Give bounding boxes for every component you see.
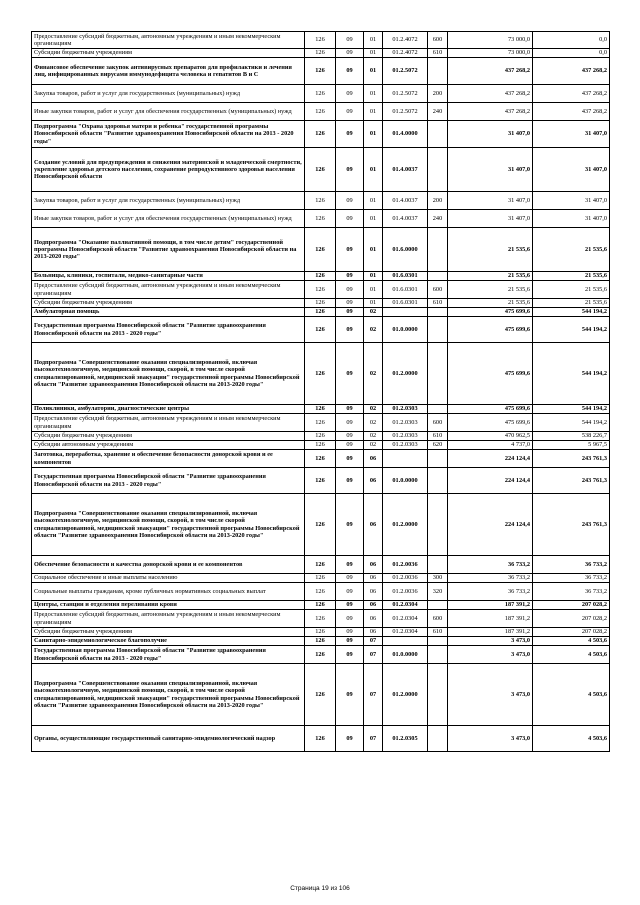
table-row [32, 628, 610, 637]
row-name-cell: Центры, станции и отделения переливания крови [32, 601, 305, 610]
expense-type-cell [428, 405, 448, 414]
subsection-code-cell: 07 [364, 646, 383, 664]
expense-type-cell [428, 556, 448, 574]
target-article-cell: 01.4.0037 [383, 210, 428, 228]
ministry-code-cell: 126 [305, 450, 336, 468]
expense-type-cell: 610 [428, 49, 448, 58]
amount-year2-cell: 243 761,3 [533, 468, 610, 494]
section-code-cell: 09 [336, 405, 364, 414]
amount-year2-cell: 0,0 [533, 32, 610, 49]
expense-type-cell [428, 308, 448, 317]
subsection-code-cell: 02 [364, 405, 383, 414]
section-code-cell: 09 [336, 49, 364, 58]
amount-year2-cell: 544 194,2 [533, 405, 610, 414]
expense-type-cell: 320 [428, 583, 448, 601]
amount-year2-cell: 36 733,2 [533, 556, 610, 574]
target-article-cell: 01.4.0037 [383, 148, 428, 192]
amount-year2-cell: 544 194,2 [533, 343, 610, 405]
ministry-code-cell: 126 [305, 317, 336, 343]
amount-year1-cell: 475 699,6 [448, 414, 533, 432]
section-code-cell: 09 [336, 281, 364, 299]
amount-year2-cell: 31 407,0 [533, 192, 610, 210]
amount-year1-cell: 36 733,2 [448, 583, 533, 601]
section-code-cell: 09 [336, 574, 364, 583]
ministry-code-cell: 126 [305, 148, 336, 192]
ministry-code-cell: 126 [305, 610, 336, 628]
subsection-code-cell: 02 [364, 317, 383, 343]
amount-year1-cell: 36 733,2 [448, 556, 533, 574]
section-code-cell: 09 [336, 494, 364, 556]
amount-year2-cell: 0,0 [533, 49, 610, 58]
target-article-cell [383, 450, 428, 468]
amount-year1-cell: 73 000,0 [448, 49, 533, 58]
subsection-code-cell: 06 [364, 610, 383, 628]
target-article-cell: 01.2.0000 [383, 343, 428, 405]
amount-year2-cell: 538 226,7 [533, 432, 610, 441]
expense-type-cell [428, 664, 448, 726]
table-row [32, 441, 610, 450]
subsection-code-cell: 06 [364, 583, 383, 601]
target-article-cell: 01.2.0304 [383, 610, 428, 628]
subsection-code-cell: 02 [364, 441, 383, 450]
target-article-cell: 01.6.0000 [383, 228, 428, 272]
amount-year2-cell: 4 503,6 [533, 646, 610, 664]
amount-year1-cell: 36 733,2 [448, 574, 533, 583]
ministry-code-cell: 126 [305, 405, 336, 414]
target-article-cell [383, 308, 428, 317]
section-code-cell: 09 [336, 343, 364, 405]
table-row [32, 646, 610, 664]
section-code-cell: 09 [336, 601, 364, 610]
ministry-code-cell: 126 [305, 192, 336, 210]
expense-type-cell: 240 [428, 210, 448, 228]
subsection-code-cell: 02 [364, 308, 383, 317]
ministry-code-cell: 126 [305, 556, 336, 574]
row-name-cell: Больницы, клиники, госпитали, медико-санитарные части [32, 272, 305, 281]
section-code-cell: 09 [336, 450, 364, 468]
section-code-cell: 09 [336, 308, 364, 317]
section-code-cell: 09 [336, 317, 364, 343]
target-article-cell: 01.2.0303 [383, 441, 428, 450]
table-row [32, 556, 610, 574]
amount-year2-cell: 5 967,5 [533, 441, 610, 450]
row-name-cell: Санитарно-эпидемиологическое благополучие [32, 637, 305, 646]
ministry-code-cell: 126 [305, 432, 336, 441]
row-name-cell: Государственная программа Новосибирской области "Развитие здравоохранения Новосибирской области на 2013 - 2020 годы" [32, 468, 305, 494]
table-row [32, 664, 610, 726]
expense-type-cell [428, 272, 448, 281]
amount-year2-cell: 21 535,6 [533, 281, 610, 299]
ministry-code-cell: 126 [305, 726, 336, 752]
row-name-cell: Предоставление субсидий бюджетным, автономным учреждениям и иным некоммерческим организациям [32, 281, 305, 299]
amount-year1-cell: 437 268,2 [448, 58, 533, 85]
expense-type-cell: 240 [428, 103, 448, 121]
subsection-code-cell: 01 [364, 58, 383, 85]
table-row [32, 148, 610, 192]
row-name-cell: Заготовка, переработка, хранение и обеспечение безопасности донорской крови и ее компонентов [32, 450, 305, 468]
table-row [32, 281, 610, 299]
row-name-cell: Субсидии бюджетным учреждениям [32, 299, 305, 308]
row-name-cell: Субсидии автономным учреждениям [32, 441, 305, 450]
table-row [32, 85, 610, 103]
section-code-cell: 09 [336, 726, 364, 752]
table-row [32, 574, 610, 583]
amount-year2-cell: 207 028,2 [533, 610, 610, 628]
subsection-code-cell: 07 [364, 726, 383, 752]
subsection-code-cell: 06 [364, 468, 383, 494]
subsection-code-cell: 01 [364, 299, 383, 308]
amount-year2-cell: 207 028,2 [533, 628, 610, 637]
amount-year2-cell: 31 407,0 [533, 121, 610, 148]
amount-year2-cell: 437 268,2 [533, 103, 610, 121]
amount-year1-cell: 31 407,0 [448, 121, 533, 148]
row-name-cell: Финансовое обеспечение закупок антивирусных препаратов для профилактики и лечения лиц, инфицированных вирусами иммунодефицита человека и гепатитов В и С [32, 58, 305, 85]
table-row [32, 192, 610, 210]
row-name-cell: Социальное обеспечение и иные выплаты населению [32, 574, 305, 583]
expense-type-cell [428, 58, 448, 85]
row-name-cell: Социальные выплаты гражданам, кроме публичных нормативных социальных выплат [32, 583, 305, 601]
target-article-cell: 01.6.0301 [383, 272, 428, 281]
table-row [32, 32, 610, 49]
subsection-code-cell: 01 [364, 121, 383, 148]
ministry-code-cell: 126 [305, 299, 336, 308]
amount-year2-cell: 4 503,6 [533, 726, 610, 752]
row-name-cell: Создание условий для предупреждения и снижения материнской и младенческой смертности, укрепление здоровья детского населения, сохранение репродуктивного здоровья населения Новосибирской области [32, 148, 305, 192]
table-row [32, 343, 610, 405]
amount-year1-cell: 21 535,6 [448, 281, 533, 299]
target-article-cell: 01.2.0036 [383, 556, 428, 574]
subsection-code-cell: 01 [364, 148, 383, 192]
expense-type-cell: 610 [428, 432, 448, 441]
amount-year1-cell: 475 699,6 [448, 405, 533, 414]
subsection-code-cell: 01 [364, 85, 383, 103]
expense-type-cell [428, 228, 448, 272]
amount-year2-cell: 243 761,3 [533, 494, 610, 556]
ministry-code-cell: 126 [305, 49, 336, 58]
amount-year1-cell: 31 407,0 [448, 210, 533, 228]
target-article-cell: 01.4.0037 [383, 192, 428, 210]
table-row [32, 432, 610, 441]
section-code-cell: 09 [336, 664, 364, 726]
target-article-cell: 01.2.0036 [383, 574, 428, 583]
expense-type-cell: 600 [428, 281, 448, 299]
ministry-code-cell: 126 [305, 414, 336, 432]
row-name-cell: Субсидии бюджетным учреждениям [32, 49, 305, 58]
amount-year1-cell: 4 737,0 [448, 441, 533, 450]
target-article-cell: 01.4.0000 [383, 121, 428, 148]
amount-year1-cell: 21 535,6 [448, 299, 533, 308]
subsection-code-cell: 01 [364, 281, 383, 299]
amount-year2-cell: 4 503,6 [533, 664, 610, 726]
row-name-cell: Государственная программа Новосибирской области "Развитие здравоохранения Новосибирской области на 2013 - 2020 годы" [32, 646, 305, 664]
amount-year1-cell: 437 268,2 [448, 103, 533, 121]
subsection-code-cell: 01 [364, 210, 383, 228]
expense-type-cell [428, 121, 448, 148]
section-code-cell: 09 [336, 32, 364, 49]
ministry-code-cell: 126 [305, 343, 336, 405]
expense-type-cell [428, 637, 448, 646]
ministry-code-cell: 126 [305, 103, 336, 121]
amount-year2-cell: 31 407,0 [533, 210, 610, 228]
section-code-cell: 09 [336, 414, 364, 432]
amount-year1-cell: 224 124,4 [448, 468, 533, 494]
section-code-cell: 09 [336, 468, 364, 494]
amount-year1-cell: 187 391,2 [448, 628, 533, 637]
amount-year2-cell: 544 194,2 [533, 317, 610, 343]
ministry-code-cell: 126 [305, 308, 336, 317]
ministry-code-cell: 126 [305, 121, 336, 148]
table-row [32, 601, 610, 610]
table-row [32, 103, 610, 121]
table-row [32, 272, 610, 281]
amount-year1-cell: 224 124,4 [448, 494, 533, 556]
target-article-cell: 01.2.0000 [383, 664, 428, 726]
table-row [32, 414, 610, 432]
amount-year2-cell: 544 194,2 [533, 414, 610, 432]
subsection-code-cell: 06 [364, 574, 383, 583]
expense-type-cell [428, 726, 448, 752]
section-code-cell: 09 [336, 432, 364, 441]
amount-year1-cell: 470 962,5 [448, 432, 533, 441]
target-article-cell: 01.2.0305 [383, 726, 428, 752]
section-code-cell: 09 [336, 646, 364, 664]
ministry-code-cell: 126 [305, 441, 336, 450]
target-article-cell: 01.0.0000 [383, 646, 428, 664]
ministry-code-cell: 126 [305, 85, 336, 103]
expense-type-cell: 300 [428, 574, 448, 583]
expense-type-cell: 200 [428, 85, 448, 103]
amount-year1-cell: 224 124,4 [448, 450, 533, 468]
ministry-code-cell: 126 [305, 583, 336, 601]
table-row [32, 468, 610, 494]
section-code-cell: 09 [336, 103, 364, 121]
section-code-cell: 09 [336, 272, 364, 281]
amount-year2-cell: 437 268,2 [533, 85, 610, 103]
subsection-code-cell: 01 [364, 49, 383, 58]
expense-type-cell: 600 [428, 32, 448, 49]
ministry-code-cell: 126 [305, 281, 336, 299]
target-article-cell: 01.2.5072 [383, 103, 428, 121]
subsection-code-cell: 02 [364, 414, 383, 432]
amount-year1-cell: 31 407,0 [448, 192, 533, 210]
amount-year2-cell: 21 535,6 [533, 299, 610, 308]
row-name-cell: Предоставление субсидий бюджетным, автономным учреждениям и иным некоммерческим организациям [32, 610, 305, 628]
amount-year1-cell: 3 473,0 [448, 646, 533, 664]
subsection-code-cell: 07 [364, 664, 383, 726]
ministry-code-cell: 126 [305, 228, 336, 272]
expense-type-cell: 620 [428, 441, 448, 450]
table-row [32, 726, 610, 752]
section-code-cell: 09 [336, 610, 364, 628]
amount-year1-cell: 187 391,2 [448, 601, 533, 610]
target-article-cell: 01.2.4072 [383, 49, 428, 58]
ministry-code-cell: 126 [305, 494, 336, 556]
amount-year2-cell: 21 535,6 [533, 272, 610, 281]
ministry-code-cell: 126 [305, 468, 336, 494]
row-name-cell: Подпрограмма "Охрана здоровья матери и ребенка" государственной программы Новосибирской области "Развитие здравоохранения Новосибирской области на 2013 - 2020 годы" [32, 121, 305, 148]
expense-type-cell: 610 [428, 299, 448, 308]
subsection-code-cell: 02 [364, 343, 383, 405]
ministry-code-cell: 126 [305, 664, 336, 726]
subsection-code-cell: 06 [364, 601, 383, 610]
amount-year1-cell: 3 473,0 [448, 726, 533, 752]
row-name-cell: Закупка товаров, работ и услуг для государственных (муниципальных) нужд [32, 85, 305, 103]
section-code-cell: 09 [336, 121, 364, 148]
row-name-cell: Государственная программа Новосибирской области "Развитие здравоохранения Новосибирской области на 2013 - 2020 годы" [32, 317, 305, 343]
section-code-cell: 09 [336, 210, 364, 228]
table-row [32, 49, 610, 58]
amount-year2-cell: 31 407,0 [533, 148, 610, 192]
subsection-code-cell: 06 [364, 556, 383, 574]
budget-table [31, 31, 610, 752]
target-article-cell: 01.2.0304 [383, 601, 428, 610]
section-code-cell: 09 [336, 192, 364, 210]
section-code-cell: 09 [336, 228, 364, 272]
subsection-code-cell: 01 [364, 192, 383, 210]
ministry-code-cell: 126 [305, 637, 336, 646]
amount-year2-cell: 36 733,2 [533, 574, 610, 583]
expense-type-cell [428, 148, 448, 192]
ministry-code-cell: 126 [305, 574, 336, 583]
target-article-cell: 01.2.0303 [383, 414, 428, 432]
expense-type-cell [428, 450, 448, 468]
table-row [32, 228, 610, 272]
target-article-cell: 01.0.0000 [383, 317, 428, 343]
amount-year2-cell: 243 761,3 [533, 450, 610, 468]
row-name-cell: Поликлиники, амбулатории, диагностические центры [32, 405, 305, 414]
row-name-cell: Субсидии бюджетным учреждениям [32, 432, 305, 441]
target-article-cell: 01.2.5072 [383, 85, 428, 103]
section-code-cell: 09 [336, 58, 364, 85]
amount-year1-cell: 21 535,6 [448, 228, 533, 272]
row-name-cell: Подпрограмма "Оказание паллиативной помощи, в том числе детям" государственной программы Новосибирской области "Развитие здравоохранения Новосибирской области на 2013-2020 годы" [32, 228, 305, 272]
table-row [32, 299, 610, 308]
row-name-cell: Органы, осуществляющие государственный санитарно-эпидемиологический надзор [32, 726, 305, 752]
ministry-code-cell: 126 [305, 58, 336, 85]
table-row [32, 317, 610, 343]
subsection-code-cell: 06 [364, 628, 383, 637]
row-name-cell: Закупка товаров, работ и услуг для государственных (муниципальных) нужд [32, 192, 305, 210]
table-row [32, 450, 610, 468]
table-row [32, 494, 610, 556]
target-article-cell: 01.2.0303 [383, 405, 428, 414]
section-code-cell: 09 [336, 441, 364, 450]
subsection-code-cell: 01 [364, 272, 383, 281]
amount-year1-cell: 3 473,0 [448, 664, 533, 726]
row-name-cell: Амбулаторная помощь [32, 308, 305, 317]
expense-type-cell [428, 494, 448, 556]
amount-year2-cell: 544 194,2 [533, 308, 610, 317]
target-article-cell: 01.6.0301 [383, 299, 428, 308]
ministry-code-cell: 126 [305, 628, 336, 637]
ministry-code-cell: 126 [305, 210, 336, 228]
expense-type-cell: 610 [428, 628, 448, 637]
page-number: Страница 19 из 106 [290, 885, 350, 892]
target-article-cell: 01.2.0304 [383, 628, 428, 637]
expense-type-cell: 600 [428, 414, 448, 432]
row-name-cell: Иные закупки товаров, работ и услуг для обеспечения государственных (муниципальных) нужд [32, 210, 305, 228]
row-name-cell: Подпрограмма "Совершенствование оказания специализированной, включая высокотехнологичную, медицинской помощи, скорой, в том числе скорой специализированной, медицинской эвакуации" государственной программы Новосибирской области "Развитие здравоохранения Новосибирской области на 2013-2020 годы" [32, 664, 305, 726]
ministry-code-cell: 126 [305, 646, 336, 664]
amount-year1-cell: 21 535,6 [448, 272, 533, 281]
expense-type-cell [428, 317, 448, 343]
amount-year2-cell: 21 535,6 [533, 228, 610, 272]
ministry-code-cell: 126 [305, 601, 336, 610]
amount-year1-cell: 437 268,2 [448, 85, 533, 103]
target-article-cell: 01.2.5072 [383, 58, 428, 85]
row-name-cell: Иные закупки товаров, работ и услуг для обеспечения государственных (муниципальных) нужд [32, 103, 305, 121]
subsection-code-cell: 01 [364, 103, 383, 121]
section-code-cell: 09 [336, 85, 364, 103]
amount-year2-cell: 437 268,2 [533, 58, 610, 85]
amount-year2-cell: 36 733,2 [533, 583, 610, 601]
section-code-cell: 09 [336, 637, 364, 646]
amount-year1-cell: 73 000,0 [448, 32, 533, 49]
table-row [32, 610, 610, 628]
row-name-cell: Подпрограмма "Совершенствование оказания специализированной, включая высокотехнологичную, медицинской помощи, скорой, в том числе скорой специализированной, медицинской эвакуации" государственной программы Новосибирской области "Развитие здравоохранения Новосибирской области на 2013-2020 годы" [32, 494, 305, 556]
amount-year1-cell: 475 699,6 [448, 317, 533, 343]
subsection-code-cell: 02 [364, 432, 383, 441]
ministry-code-cell: 126 [305, 272, 336, 281]
amount-year1-cell: 475 699,6 [448, 308, 533, 317]
target-article-cell: 01.2.0036 [383, 583, 428, 601]
table-row [32, 58, 610, 85]
table-row [32, 210, 610, 228]
target-article-cell: 01.2.0000 [383, 494, 428, 556]
row-name-cell: Предоставление субсидий бюджетным, автономным учреждениям и иным некоммерческим организациям [32, 32, 305, 49]
expense-type-cell [428, 601, 448, 610]
amount-year1-cell: 3 473,0 [448, 637, 533, 646]
row-name-cell: Предоставление субсидий бюджетным, автономным учреждениям и иным некоммерческим организациям [32, 414, 305, 432]
subsection-code-cell: 06 [364, 494, 383, 556]
target-article-cell: 01.0.0000 [383, 468, 428, 494]
table-row [32, 121, 610, 148]
expense-type-cell [428, 343, 448, 405]
row-name-cell: Подпрограмма "Совершенствование оказания специализированной, включая высокотехнологичную, медицинской помощи, скорой, в том числе скорой специализированной, медицинской эвакуации" государственной программы Новосибирской области "Развитие здравоохранения Новосибирской области на 2013-2020 годы" [32, 343, 305, 405]
table-row [32, 637, 610, 646]
amount-year2-cell: 4 503,6 [533, 637, 610, 646]
expense-type-cell: 200 [428, 192, 448, 210]
section-code-cell: 09 [336, 299, 364, 308]
subsection-code-cell: 01 [364, 32, 383, 49]
target-article-cell: 01.2.4072 [383, 32, 428, 49]
expense-type-cell: 600 [428, 610, 448, 628]
table-row [32, 583, 610, 601]
amount-year1-cell: 187 391,2 [448, 610, 533, 628]
section-code-cell: 09 [336, 628, 364, 637]
subsection-code-cell: 06 [364, 450, 383, 468]
target-article-cell: 01.6.0301 [383, 281, 428, 299]
table-row [32, 405, 610, 414]
subsection-code-cell: 01 [364, 228, 383, 272]
amount-year1-cell: 31 407,0 [448, 148, 533, 192]
target-article-cell [383, 637, 428, 646]
amount-year2-cell: 207 028,2 [533, 601, 610, 610]
section-code-cell: 09 [336, 556, 364, 574]
expense-type-cell [428, 646, 448, 664]
expense-type-cell [428, 468, 448, 494]
row-name-cell: Субсидии бюджетным учреждениям [32, 628, 305, 637]
amount-year1-cell: 475 699,6 [448, 343, 533, 405]
ministry-code-cell: 126 [305, 32, 336, 49]
section-code-cell: 09 [336, 583, 364, 601]
table-row [32, 308, 610, 317]
row-name-cell: Обеспечение безопасности и качества донорской крови и ее компонентов [32, 556, 305, 574]
target-article-cell: 01.2.0303 [383, 432, 428, 441]
section-code-cell: 09 [336, 148, 364, 192]
subsection-code-cell: 07 [364, 637, 383, 646]
